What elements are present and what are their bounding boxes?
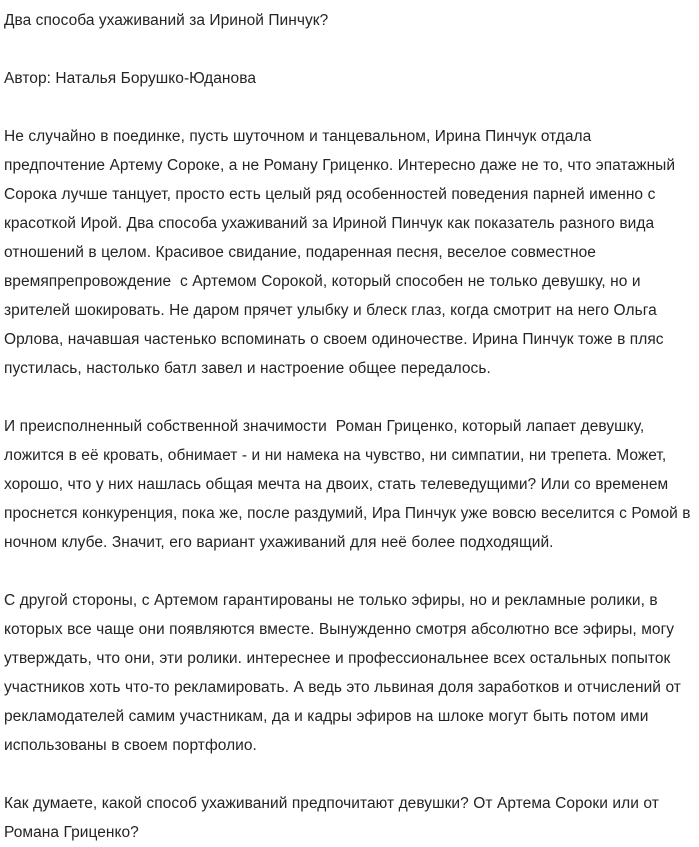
- article-paragraph: Не случайно в поединке, пусть шуточном и танцевальном, Ирина Пинчук отдала предпочтение Артему Сороке, а не Роману Гриценко. Интересно даже не то, что эпатажный Сорока лучше танцует, просто есть целый ряд особенностей поведения парней именно с красоткой Ирой. Два способа ухаживаний за Ириной Пинчук как показатель разного вида отношений в целом. Красивое свидание, подаренная песня, веселое совместное времяпрепровождение с Артемом Сорокой, который способен не только девушку, но и зрителей шокировать. Не даром прячет улыбку и блеск глаз, когда смотрит на него Ольга Орлова, начавшая частенько вспоминать о своем одиночестве. Ирина Пинчук тоже в пляс пустилась, настолько батл завел и настроение общее передалось.: [4, 128, 680, 377]
- article-paragraph: Как думаете, какой способ ухаживаний предпочитают девушки? От Артема Сороки или от Романа Гриценко?: [4, 795, 664, 841]
- page-title: Два способа ухаживаний за Ириной Пинчук?: [4, 12, 329, 29]
- article-byline: Автор: Наталья Борушко-Юданова: [4, 70, 256, 87]
- article-paragraph: С другой стороны, с Артемом гарантированы не только эфиры, но и рекламные ролики, в которых все чаще они появляются вместе. Вынужденно смотря абсолютно все эфиры, могу утверждать, что они, эти ролики. интереснее и профессиональнее всех остальных попыток участников хоть что-то рекламировать. А ведь это львиная доля заработков и отчислений от рекламодателей самим участникам, да и кадры эфиров на шлоке могут быть потом ими использованы в своем портфолио.: [4, 592, 686, 754]
- article-paragraph: И преисполненный собственной значимости Роман Гриценко, который лапает девушку, ложится в её кровать, обнимает - и ни намека на чувство, ни симпатии, ни трепета. Может, хорошо, что у них нашлась общая мечта на двоих, стать телеведущими? Или со временем проснется конкуренция, пока же, после раздумий, Ира Пинчук уже вовсю веселится с Ромой в ночном клубе. Значит, его вариант ухаживаний для неё более подходящий.: [4, 418, 696, 551]
